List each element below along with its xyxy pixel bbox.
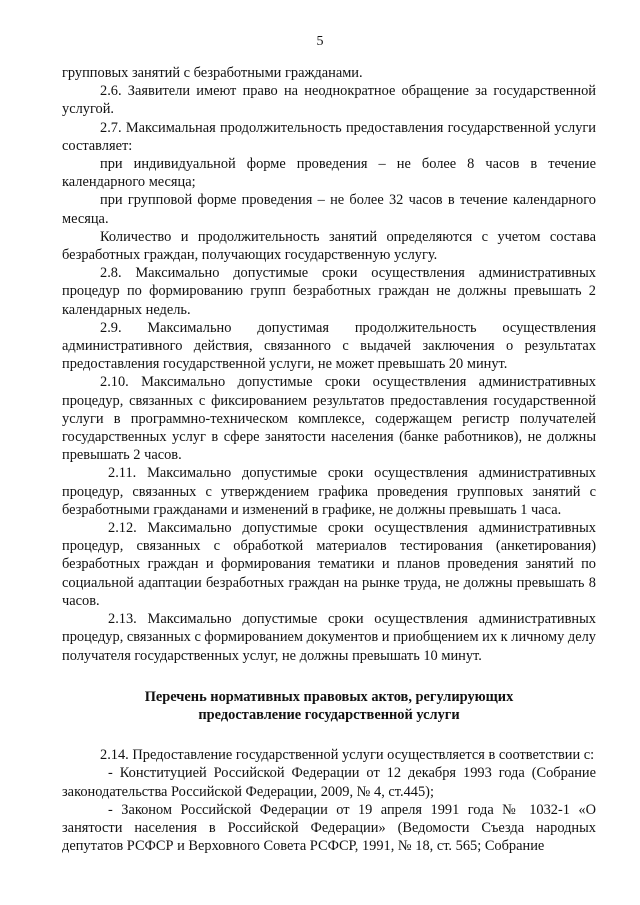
paragraph-2-13: 2.13. Максимально допустимые сроки осуществления административных процедур, связанных с формированием документов и приобщением их к личному делу получателя государственных услуг, не должны превышать 10 минут. — [62, 611, 596, 664]
paragraph-2-14: 2.14. Предоставление государственной услуги осуществляется в соответствии с: — [100, 747, 595, 764]
section-time-limits — [62, 64, 596, 665]
paragraph-2-7-individual: при индивидуальной форме проведения – не более 8 часов в течение календарного месяца; — [62, 156, 596, 191]
section-heading — [62, 688, 596, 724]
paragraph-2-8: 2.8. Максимально допустимые сроки осуществления административных процедур по формированию групп безработных граждан не должны превышать 2 календарных недель. — [62, 265, 596, 318]
paragraph-2-9: 2.9. Максимально допустимая продолжительность осуществления административного действия, связанного с выдачей заключения о результатах предоставления государственной услуги, не может превышать 20 минут. — [62, 319, 596, 373]
spacer — [62, 724, 596, 746]
paragraph-2-11: 2.11. Максимально допустимые сроки осуществления административных процедур, связанных с утверждением графика проведения групповых занятий с безработными гражданами и изменений в графике, не должны превышать 1 часа. — [62, 465, 596, 518]
paragraph-continuation: групповых занятий с безработными гражданами. — [62, 65, 363, 81]
paragraph-2-12: 2.12. Максимально допустимые сроки осуществления административных процедур, связанных с обработкой материалов тестирования (анкетирования) безработных граждан и формирования тематики и планов проведения занятий по социальной адаптации безработных граждан на рынке труда, не должны превышать 8 часов. — [62, 520, 596, 609]
section-heading-line-1: Перечень нормативных правовых актов, регулирующих — [144, 688, 514, 705]
paragraph-2-10: 2.10. Максимально допустимые сроки осуществления административных процедур, связанных с фиксированием результатов предоставления государственной услуги в программно-техническом комплексе, содержащем регистр получателей государственных услуг в сфере занятости населения (банке работников), не должны превышать 2 часов. — [62, 374, 596, 464]
section-legal-acts — [62, 746, 596, 855]
paragraph-sessions-count: Количество и продолжительность занятий определяются с учетом состава безработных граждан, получающих государственную услугу. — [62, 228, 596, 264]
document-body — [62, 64, 596, 855]
paragraph-2-7-group: при групповой форме проведения – не более 32 часов в течение календарного месяца. — [62, 192, 596, 227]
section-heading-line-2: предоставление государственной услуги — [198, 706, 460, 723]
list-item-constitution: - Конституцией Российской Федерации от 12 декабря 1993 года (Собрание законодательства Российской Федерации, 2009, № 4, ст.445); — [62, 765, 596, 800]
page-number: 5 — [316, 34, 324, 49]
paragraph-2-6: 2.6. Заявители имеют право на неоднократное обращение за государственной услугой. — [62, 83, 596, 118]
list-item-employment-law: - Законом Российской Федерации от 19 апреля 1991 года № 1032-1 «О занятости населения в Российской Федерации» (Ведомости Съезда народных депутатов РСФСР и Верховного Совета РСФСР, 1991, № 18, ст. 565; Собрание — [62, 801, 596, 855]
paragraph-2-7: 2.7. Максимальная продолжительность предоставления государственной услуги составляет: — [62, 119, 596, 154]
